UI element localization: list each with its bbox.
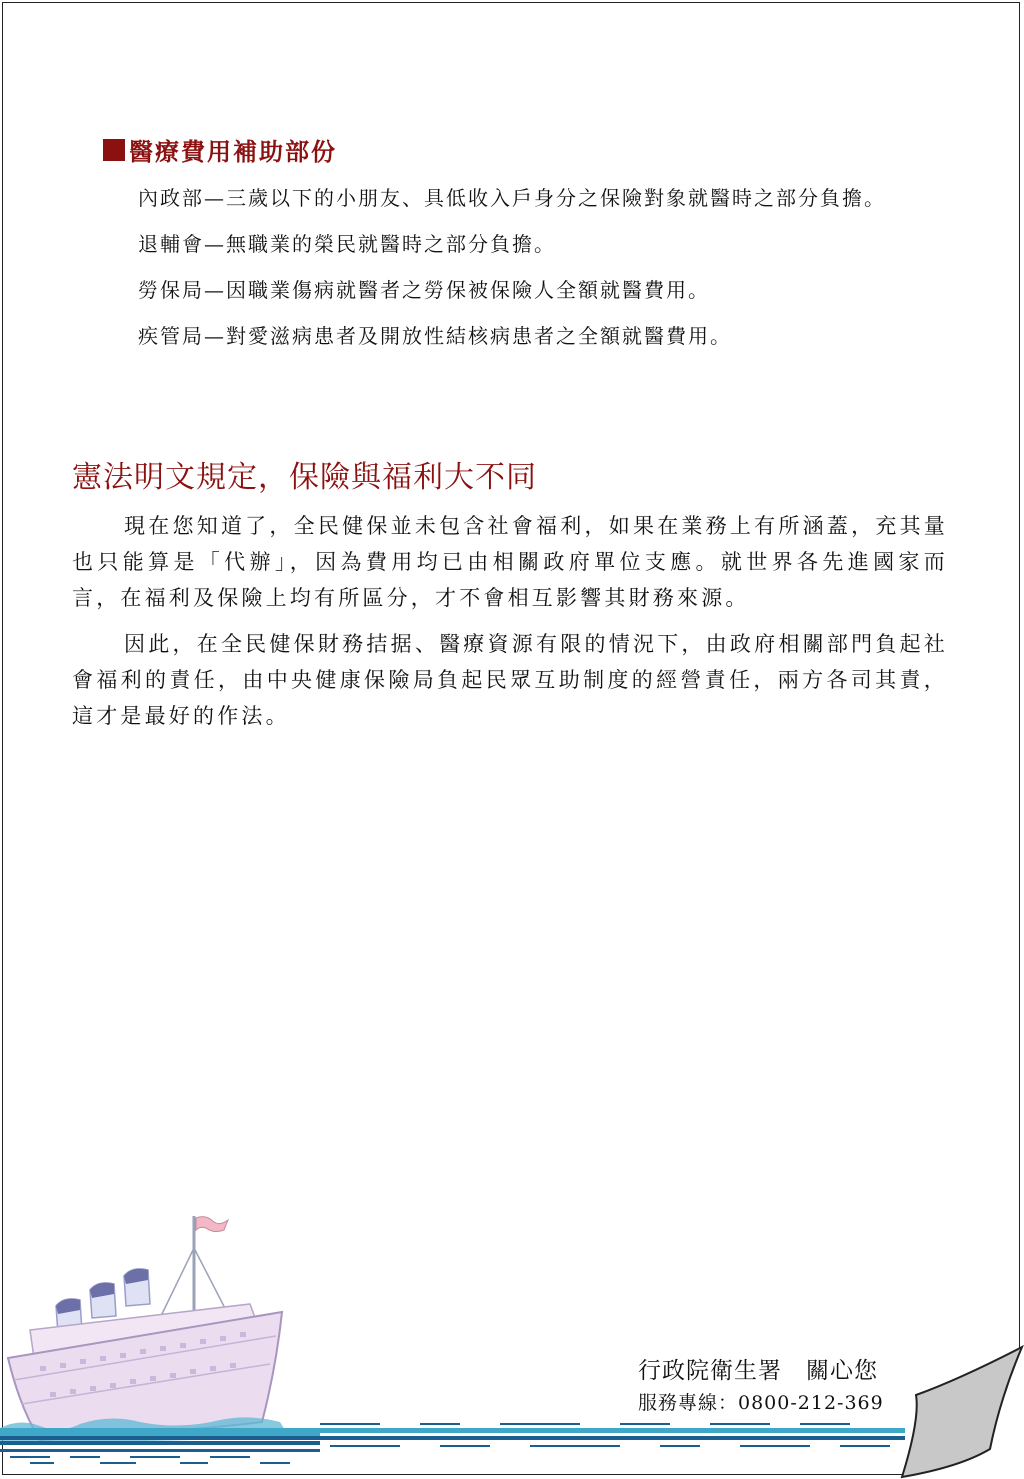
subsidy-item bbox=[138, 274, 938, 306]
square-bullet-icon bbox=[103, 139, 125, 161]
sub-heading: 憲法明文規定，保險與福利大不同 bbox=[72, 460, 537, 495]
paragraph: 現在您知道了，全民健保並未包含社會福利，如果在業務上有所涵蓋，充其量也只能算是「代辦」，因為費用均已由相關政府單位支應。就世界各先進國家而言，在福利及保險上均有所區分，才不會相互影響其財務來源。 bbox=[72, 514, 948, 610]
subsidy-desc: 無職業的榮民就醫時之部分負擔。 bbox=[226, 232, 556, 256]
subsidy-dash: — bbox=[204, 324, 226, 348]
section-heading bbox=[103, 132, 337, 167]
body-text bbox=[72, 508, 948, 744]
subsidy-item bbox=[138, 228, 938, 260]
subsidy-desc: 因職業傷病就醫者之勞保被保險人全額就醫費用。 bbox=[226, 278, 710, 302]
subsidy-desc: 三歲以下的小朋友、具低收入戶身分之保險對象就醫時之部分負擔。 bbox=[226, 186, 886, 210]
subsidy-list bbox=[138, 182, 938, 366]
subsidy-item bbox=[138, 182, 938, 214]
section-heading-text: 醫療費用補助部份 bbox=[129, 137, 337, 166]
subsidy-agency: 退輔會 bbox=[138, 232, 204, 256]
subsidy-item bbox=[138, 320, 938, 352]
subsidy-desc: 對愛滋病患者及開放性結核病患者之全額就醫費用。 bbox=[226, 324, 732, 348]
footer-phone: 服務專線：0800-212-369 bbox=[638, 1392, 884, 1414]
subsidy-dash: — bbox=[204, 186, 226, 210]
subsidy-dash: — bbox=[204, 278, 226, 302]
subsidy-dash: — bbox=[204, 232, 226, 256]
subsidy-agency: 疾管局 bbox=[138, 324, 204, 348]
page-curl-icon bbox=[900, 1339, 1024, 1479]
subsidy-agency: 勞保局 bbox=[138, 278, 204, 302]
water-lines-decoration bbox=[0, 1420, 910, 1460]
paragraph: 因此，在全民健保財務拮据、醫療資源有限的情況下，由政府相關部門負起社會福利的責任，由中央健康保險局負起民眾互助制度的經營責任，兩方各司其責，這才是最好的作法。 bbox=[72, 632, 948, 728]
footer-organization: 行政院衛生署 關心您 bbox=[638, 1358, 878, 1384]
subsidy-agency: 內政部 bbox=[138, 186, 204, 210]
